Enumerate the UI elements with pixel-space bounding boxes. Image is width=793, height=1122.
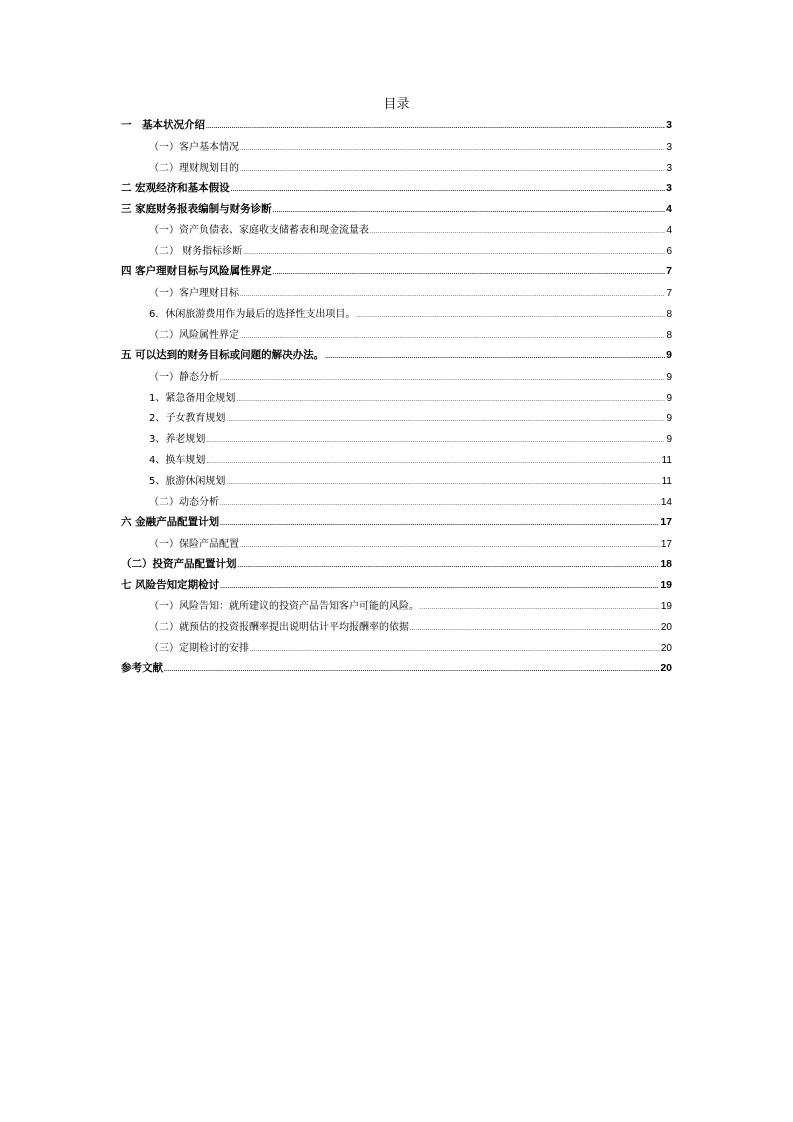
toc-leader-dots	[356, 313, 665, 319]
toc-leader-dots	[220, 584, 659, 590]
toc-entry-label: （二）投资产品配置计划	[121, 557, 237, 570]
toc-page-number: 9	[666, 413, 672, 425]
toc-leader-dots	[243, 250, 665, 256]
toc-leader-dots	[273, 208, 666, 214]
toc-entry[interactable]	[121, 472, 672, 493]
toc-entry-label: 一 基本状况介绍	[121, 119, 205, 131]
toc-entry-label: 七 风险告知定期检讨	[121, 578, 220, 591]
toc-entry-label: 5、旅游休闲规划	[149, 476, 226, 488]
toc-entry-label: 参考文献	[121, 662, 163, 675]
toc-page-number: 3	[666, 162, 672, 174]
toc-page-number: 19	[660, 578, 672, 591]
toc-leader-dots	[240, 167, 665, 173]
toc-leader-dots	[240, 146, 665, 152]
toc-page-number: 17	[660, 538, 672, 550]
toc-title: 目录	[383, 97, 410, 112]
toc-entry-label: （一）风险告知：就所建议的投资产品告知客户可能的风险。	[149, 601, 419, 613]
table-of-contents	[121, 117, 672, 681]
toc-entry[interactable]	[121, 660, 672, 681]
toc-leader-dots	[226, 480, 660, 486]
toc-entry-label: 二 宏观经济和基本假设	[121, 181, 230, 194]
toc-entry[interactable]	[121, 305, 672, 326]
toc-page-number: 20	[660, 622, 672, 634]
toc-leader-dots	[231, 187, 666, 193]
toc-entry[interactable]	[121, 556, 672, 577]
toc-page-number: 14	[660, 497, 672, 509]
toc-page-number: 20	[660, 643, 672, 655]
toc-entry[interactable]	[121, 242, 672, 263]
toc-entry[interactable]	[121, 451, 672, 472]
toc-entry-label: 四 客户理财目标与风险属性界定	[121, 265, 272, 278]
toc-leader-dots	[164, 667, 659, 673]
toc-entry[interactable]	[121, 389, 672, 410]
toc-leader-dots	[240, 292, 665, 298]
toc-page-number: 11	[661, 455, 672, 467]
toc-leader-dots	[220, 376, 665, 382]
toc-page-number: 18	[660, 557, 672, 570]
toc-entry[interactable]	[121, 201, 672, 222]
toc-entry-label: （二） 财务指标诊断	[149, 246, 243, 258]
toc-entry-label: （一）客户基本情况	[149, 141, 239, 153]
toc-leader-dots	[250, 647, 660, 653]
toc-leader-dots	[410, 626, 660, 632]
toc-entry-label: （二）就预估的投资报酬率提出说明估计平均报酬率的依据	[149, 622, 409, 634]
toc-entry-label: （一）静态分析	[149, 371, 219, 383]
toc-leader-dots	[325, 354, 665, 360]
toc-page-number: 9	[666, 371, 672, 383]
toc-entry[interactable]	[121, 159, 672, 180]
toc-leader-dots	[240, 334, 665, 340]
toc-leader-dots	[273, 270, 666, 276]
toc-page-number: 3	[666, 181, 672, 194]
toc-entry[interactable]	[121, 409, 672, 430]
toc-entry[interactable]	[121, 535, 672, 556]
toc-entry-label: 3、养老规划	[149, 434, 206, 446]
toc-page-number: 3	[666, 141, 672, 153]
toc-entry[interactable]	[121, 577, 672, 598]
toc-entry[interactable]	[121, 597, 672, 618]
toc-page-number: 19	[660, 601, 672, 613]
toc-entry-label: （三）定期检讨的安排	[149, 643, 249, 655]
toc-entry-label: （二）动态分析	[149, 497, 219, 509]
toc-entry-label: 2、子女教育规划	[149, 413, 226, 425]
toc-entry[interactable]	[121, 430, 672, 451]
toc-leader-dots	[206, 459, 660, 465]
toc-entry[interactable]	[121, 368, 672, 389]
toc-page-number: 4	[666, 225, 672, 237]
toc-entry-label: （一）资产负债表、家庭收支储蓄表和现金流量表	[149, 225, 369, 237]
toc-entry-label: （一）保险产品配置	[149, 538, 239, 550]
toc-leader-dots	[240, 543, 660, 549]
toc-page-number: 11	[661, 476, 672, 488]
toc-leader-dots	[206, 124, 665, 130]
toc-page-number: 9	[666, 348, 672, 361]
toc-entry-label: （二）风险属性界定	[149, 329, 239, 341]
toc-entry-label: 五 可以达到的财务目标或问题的解决办法。	[121, 348, 325, 361]
toc-entry[interactable]	[121, 221, 672, 242]
toc-page-number: 9	[666, 392, 672, 404]
toc-entry-label: 6．休闲旅游费用作为最后的选择性支出项目。	[149, 309, 356, 321]
toc-entry-label: 4、换车规划	[149, 455, 206, 467]
toc-page-number: 6	[666, 246, 672, 258]
toc-page-number: 4	[666, 202, 672, 215]
toc-entry[interactable]	[121, 138, 672, 159]
toc-entry-label: 三 家庭财务报表编制与财务诊断	[121, 202, 272, 215]
toc-entry-label: （二）理财规划目的	[149, 162, 239, 174]
toc-entry-label: 六 金融产品配置计划	[121, 515, 220, 528]
toc-leader-dots	[238, 563, 660, 569]
toc-entry[interactable]	[121, 180, 672, 201]
toc-leader-dots	[220, 521, 659, 527]
toc-entry[interactable]	[121, 326, 672, 347]
toc-leader-dots	[420, 605, 660, 611]
toc-entry[interactable]	[121, 493, 672, 514]
toc-page-number: 8	[666, 329, 672, 341]
toc-page-number: 7	[666, 265, 672, 278]
toc-entry-label: 1、紧急备用金规划	[149, 392, 236, 404]
toc-leader-dots	[226, 417, 665, 423]
toc-entry[interactable]	[121, 263, 672, 284]
toc-leader-dots	[236, 397, 665, 403]
toc-page-number: 8	[666, 309, 672, 321]
toc-entry[interactable]	[121, 284, 672, 305]
toc-page-number: 17	[660, 515, 672, 528]
toc-leader-dots	[370, 229, 665, 235]
toc-page-number: 3	[666, 119, 672, 131]
toc-leader-dots	[220, 501, 660, 507]
toc-page-number: 7	[666, 288, 672, 300]
toc-entry-label: （一）客户理财目标	[149, 288, 239, 300]
toc-entry[interactable]	[121, 347, 672, 368]
toc-entry[interactable]	[121, 639, 672, 660]
toc-entry[interactable]	[121, 117, 672, 138]
toc-page-number: 9	[666, 434, 672, 446]
toc-entry[interactable]	[121, 514, 672, 535]
toc-leader-dots	[206, 438, 665, 444]
toc-page-number: 20	[660, 662, 672, 675]
toc-entry[interactable]	[121, 618, 672, 639]
